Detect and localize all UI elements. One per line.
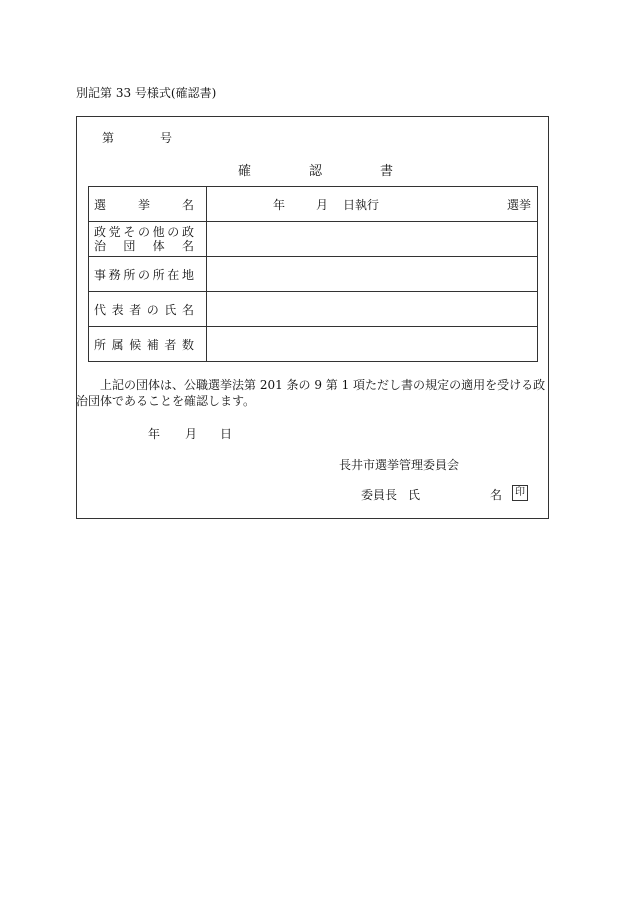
label-char: 団 xyxy=(123,239,136,253)
representative-name-label xyxy=(89,292,207,327)
date-month: 月 xyxy=(185,427,198,441)
label-char: そ xyxy=(123,225,136,239)
label-char: 他 xyxy=(152,225,165,239)
label-char: 地 xyxy=(181,267,194,282)
label-char: 挙 xyxy=(137,197,150,212)
election-name-value xyxy=(207,187,538,222)
label-char: 務 xyxy=(108,267,121,282)
election-name-label xyxy=(89,187,207,222)
candidate-count-label xyxy=(89,327,207,362)
label-char: 候 xyxy=(129,337,142,352)
chairman-shi: 氏 xyxy=(408,488,421,502)
label-char: 政 xyxy=(94,225,107,239)
number-prefix: 第 xyxy=(102,131,115,145)
label-char: の xyxy=(167,225,180,239)
label-char: の xyxy=(146,302,159,317)
label-char: 名 xyxy=(181,302,194,317)
label-char: 者 xyxy=(129,302,142,317)
doc-title-char: 書 xyxy=(380,164,394,179)
table-row xyxy=(89,257,538,292)
year-label: 年 xyxy=(273,198,286,212)
chairman-title: 委員長 xyxy=(361,488,398,502)
day-exec-label: 日執行 xyxy=(343,198,380,212)
label-char: 数 xyxy=(181,337,194,352)
chairman-mei: 名 xyxy=(490,488,503,502)
label-char: 者 xyxy=(164,337,177,352)
label-char: 事 xyxy=(94,267,107,282)
label-char: 名 xyxy=(181,239,194,253)
office-address-value xyxy=(207,257,538,292)
label-char: 党 xyxy=(108,225,121,239)
label-char: 在 xyxy=(167,267,180,282)
form-title: 別記第 33 号様式(確認書) xyxy=(76,86,217,100)
label-char: 体 xyxy=(152,239,165,253)
label-char: 表 xyxy=(111,302,124,317)
label-char: 属 xyxy=(111,337,124,352)
label-char: 選 xyxy=(94,197,107,212)
label-char: 氏 xyxy=(164,302,177,317)
label-char: の xyxy=(137,267,150,282)
body-text xyxy=(76,377,554,409)
label-char: 所 xyxy=(152,267,165,282)
doc-title-char: 認 xyxy=(309,164,323,179)
representative-name-value xyxy=(207,292,538,327)
number-suffix: 号 xyxy=(160,131,173,145)
table-row xyxy=(89,222,538,257)
committee-name: 長井市選挙管理委員会 xyxy=(339,458,460,472)
label-char: 政 xyxy=(181,225,194,239)
body-text-content: 上記の団体は、公職選挙法第 201 条の 9 第 1 項ただし書の規定の適用を受ける政治団体であることを確認します。 xyxy=(76,378,546,408)
candidate-count-value xyxy=(207,327,538,362)
label-char: 代 xyxy=(94,302,107,317)
label-char: 補 xyxy=(146,337,159,352)
label-char: 治 xyxy=(94,239,107,253)
date-day: 日 xyxy=(220,427,233,441)
label-char: 所 xyxy=(94,337,107,352)
election-suffix: 選挙 xyxy=(507,198,532,212)
label-char: の xyxy=(137,225,150,239)
table-row xyxy=(89,327,538,362)
party-group-name-value xyxy=(207,222,538,257)
month-label: 月 xyxy=(316,198,329,212)
label-char: 所 xyxy=(123,267,136,282)
doc-title-char: 確 xyxy=(238,164,252,179)
date-year: 年 xyxy=(148,427,161,441)
table-row xyxy=(89,187,538,222)
certificate-table xyxy=(88,186,538,362)
office-address-label xyxy=(89,257,207,292)
label-char: 名 xyxy=(181,197,194,212)
party-group-name-label xyxy=(89,222,207,257)
table-row xyxy=(89,292,538,327)
seal-box: 印 xyxy=(512,485,528,501)
